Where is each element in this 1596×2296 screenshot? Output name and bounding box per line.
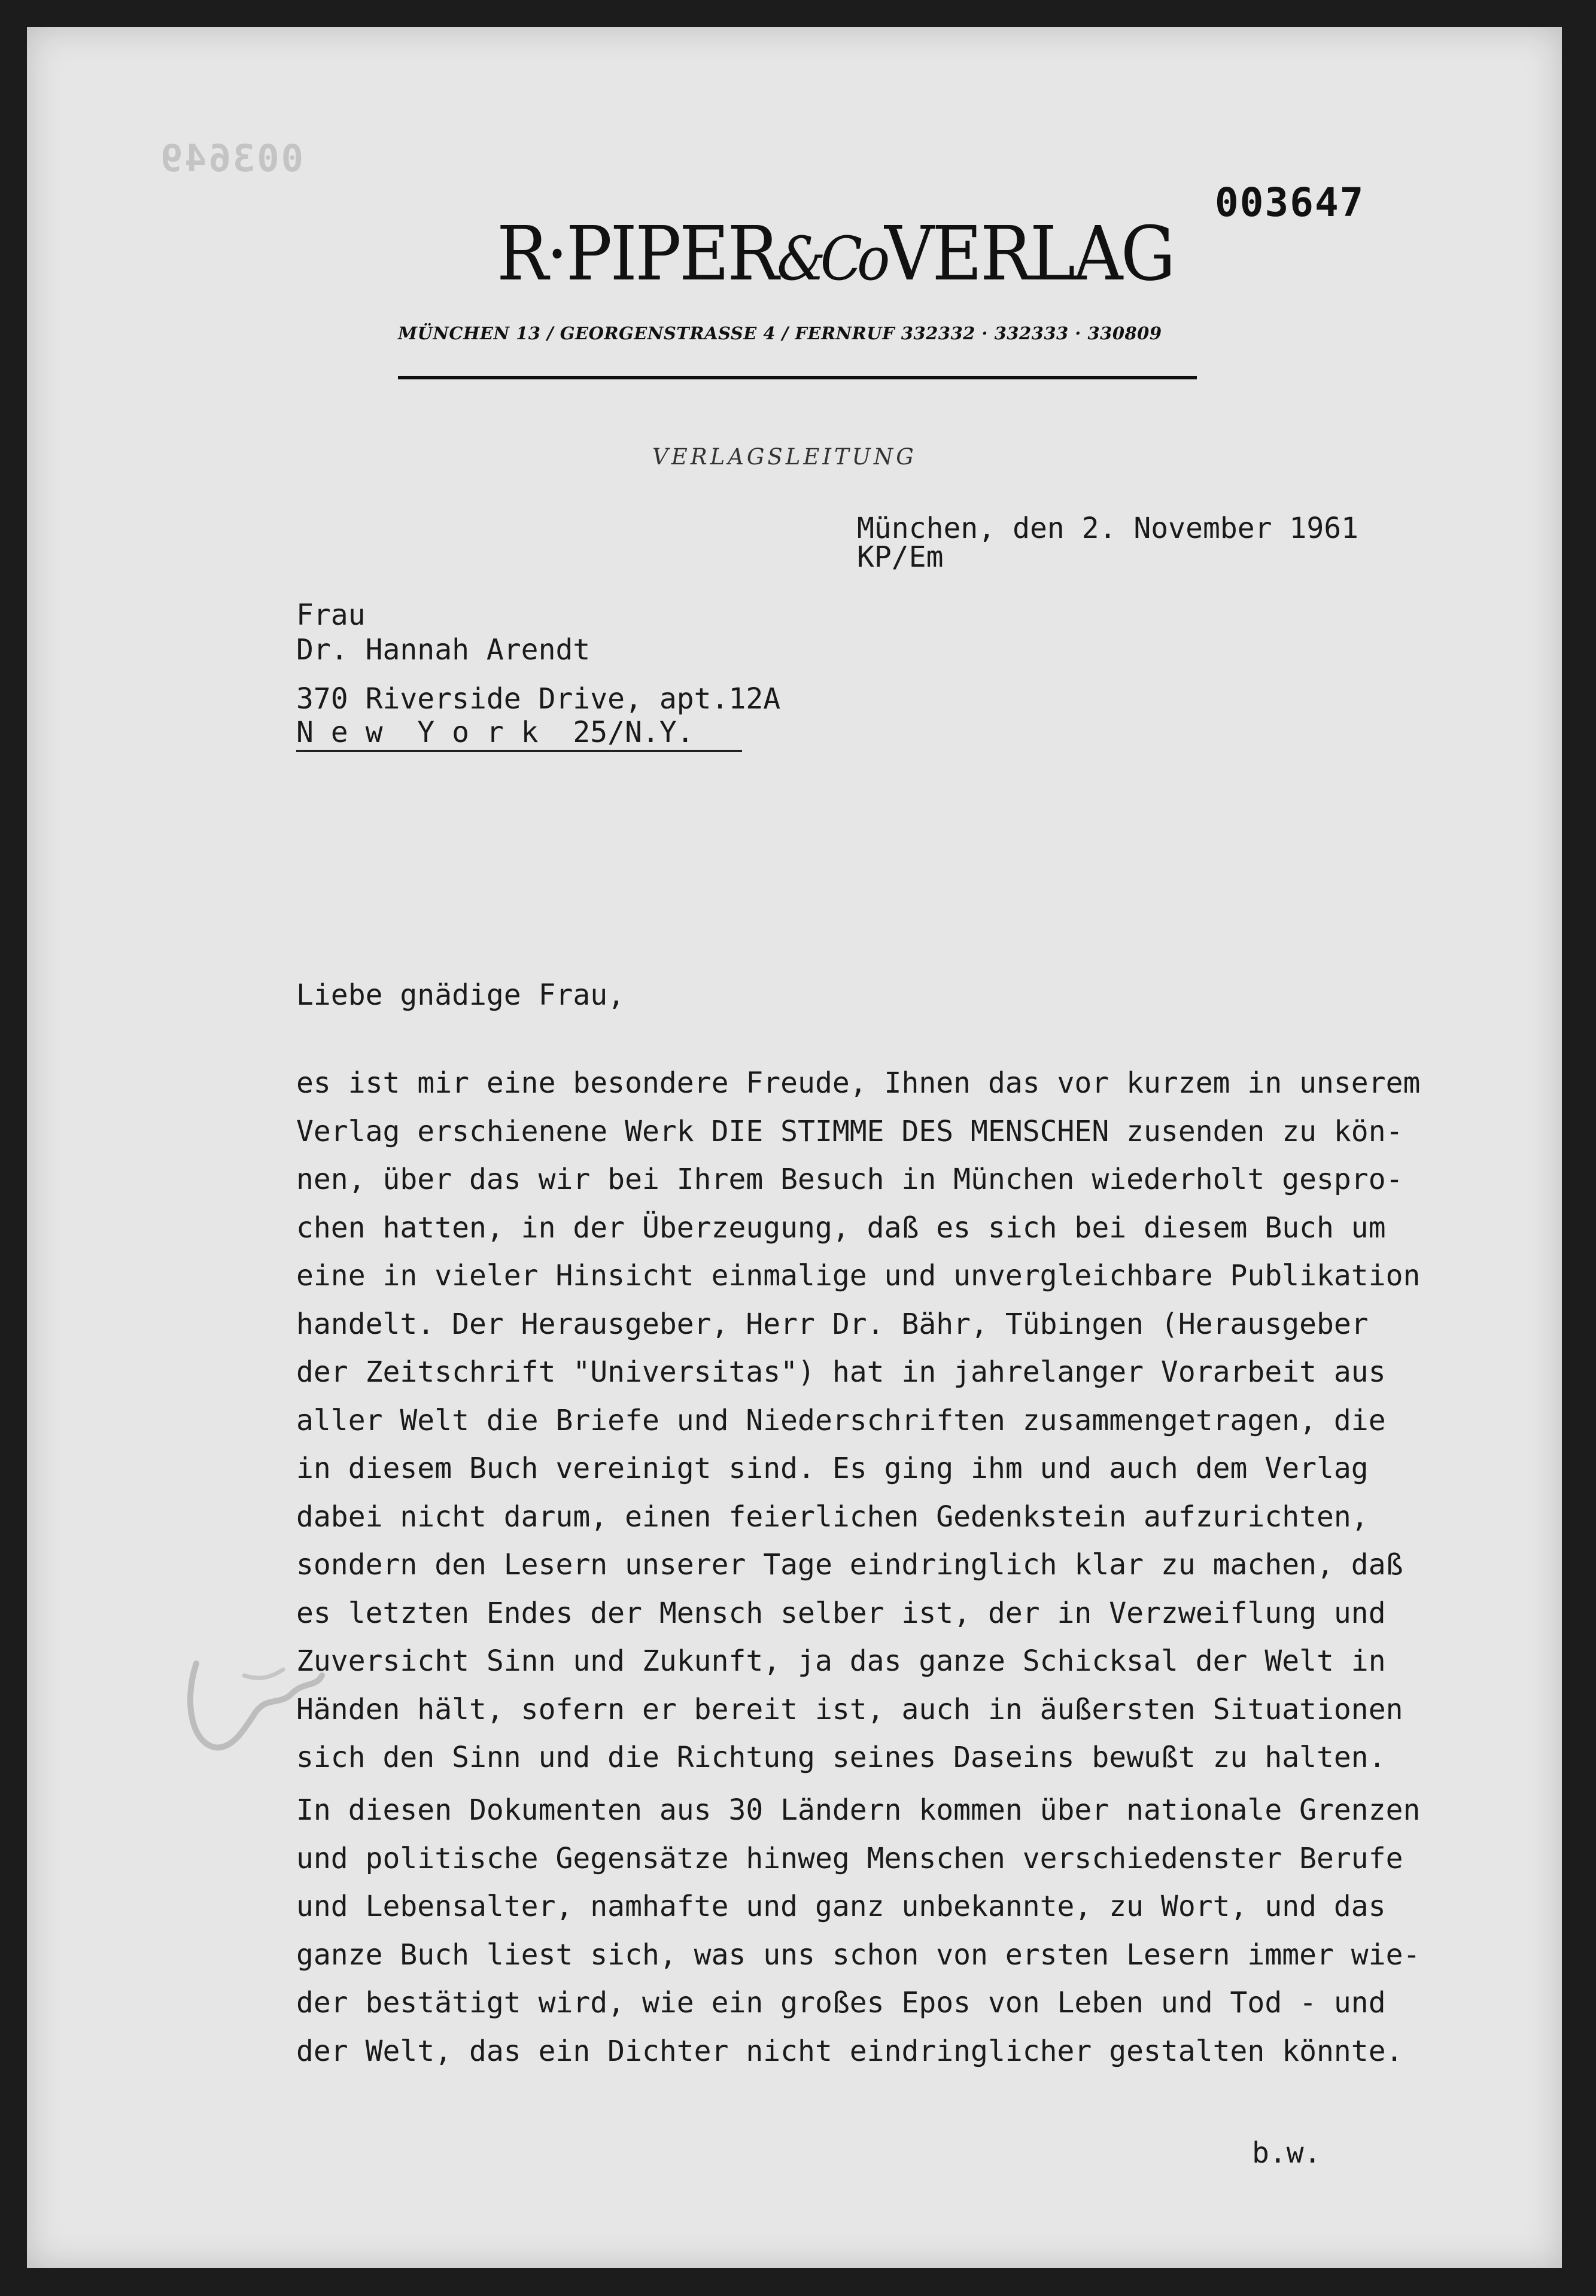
- letterhead-rule: [398, 376, 1197, 379]
- body-line: es letzten Endes der Mensch selber ist, der in Verzweiflung und: [296, 1596, 1386, 1630]
- recipient-line: Dr. Hannah Arendt: [296, 633, 591, 667]
- department-label: VERLAGSLEITUNG: [652, 444, 917, 470]
- body-line: und Lebensalter, namhafte und ganz unbekannte, zu Wort, und das: [296, 1890, 1386, 1923]
- archive-number: 003647: [1215, 180, 1365, 226]
- body-line: Zuversicht Sinn und Zukunft, ja das ganze Schicksal der Welt in: [296, 1644, 1386, 1678]
- body-line: handelt. Der Herausgeber, Herr Dr. Bähr, Tübingen (Herausgeber: [296, 1307, 1369, 1341]
- salutation: Liebe gnädige Frau,: [296, 978, 625, 1012]
- recipient-line: 370 Riverside Drive, apt.12A: [296, 682, 781, 716]
- body-line: chen hatten, in der Überzeugung, daß es sich bei diesem Buch um: [296, 1211, 1386, 1245]
- body-line: aller Welt die Briefe und Niederschriften zusammengetragen, die: [296, 1403, 1386, 1437]
- body-line: ganze Buch liest sich, was uns schon von ersten Lesern immer wie-: [296, 1938, 1421, 1972]
- body-line: der bestätigt wird, wie ein großes Epos von Leben und Tod - und: [296, 1986, 1386, 2020]
- body-paragraph-1: [296, 1059, 1420, 1782]
- page-turn-note: b.w.: [1252, 2136, 1321, 2170]
- bleed-through-number: 003649: [159, 136, 303, 180]
- body-line: der Welt, das ein Dichter nicht eindringlicher gestalten könnte.: [296, 2034, 1403, 2068]
- body-line: sondern den Lesern unserer Tage eindringlich klar zu machen, daß: [296, 1548, 1403, 1582]
- body-line: In diesen Dokumenten aus 30 Ländern kommen über nationale Grenzen: [296, 1793, 1421, 1827]
- body-line: in diesem Buch vereinigt sind. Es ging ihm und auch dem Verlag: [296, 1452, 1369, 1485]
- publisher-logo: [497, 211, 1174, 301]
- body-line: sich den Sinn und die Richtung seines Daseins bewußt zu halten.: [296, 1741, 1386, 1774]
- body-line: Verlag erschienene Werk DIE STIMME DES MENSCHEN zusenden zu kön-: [296, 1114, 1403, 1148]
- body-line: es ist mir eine besondere Freude, Ihnen das vor kurzem in unserem: [296, 1066, 1421, 1100]
- body-paragraph-2: [296, 1786, 1420, 2075]
- logo-name: R·PIPER: [497, 211, 777, 297]
- faint-signature: [178, 1640, 334, 1765]
- body-line: Händen hält, sofern er bereit ist, auch in äußersten Situationen: [296, 1692, 1403, 1726]
- body-line: dabei nicht darum, einen feierlichen Gedenkstein aufzurichten,: [296, 1500, 1369, 1534]
- reference-initials: KP/Em: [857, 540, 944, 574]
- logo-verlag: VERLAG: [884, 211, 1174, 297]
- recipient-city-underline: [296, 750, 742, 752]
- body-line: eine in vieler Hinsicht einmalige und unvergleichbare Publikation: [296, 1259, 1421, 1293]
- recipient-line: Frau: [296, 598, 366, 632]
- dateline: München, den 2. November 1961: [857, 512, 1359, 545]
- body-line: und politische Gegensätze hinweg Menschen verschiedenster Berufe: [296, 1841, 1403, 1875]
- logo-ampersand: &Co: [777, 224, 885, 294]
- body-line: nen, über das wir bei Ihrem Besuch in München wiederholt gespro-: [296, 1163, 1403, 1196]
- letterhead-address: MÜNCHEN 13 / GEORGENSTRASSE 4 / FERNRUF 332332 · 332333 · 330809: [398, 323, 1162, 343]
- body-line: der Zeitschrift "Universitas") hat in jahrelanger Vorarbeit aus: [296, 1355, 1386, 1389]
- recipient-city: N e w Y o r k 25/N.Y.: [296, 716, 694, 749]
